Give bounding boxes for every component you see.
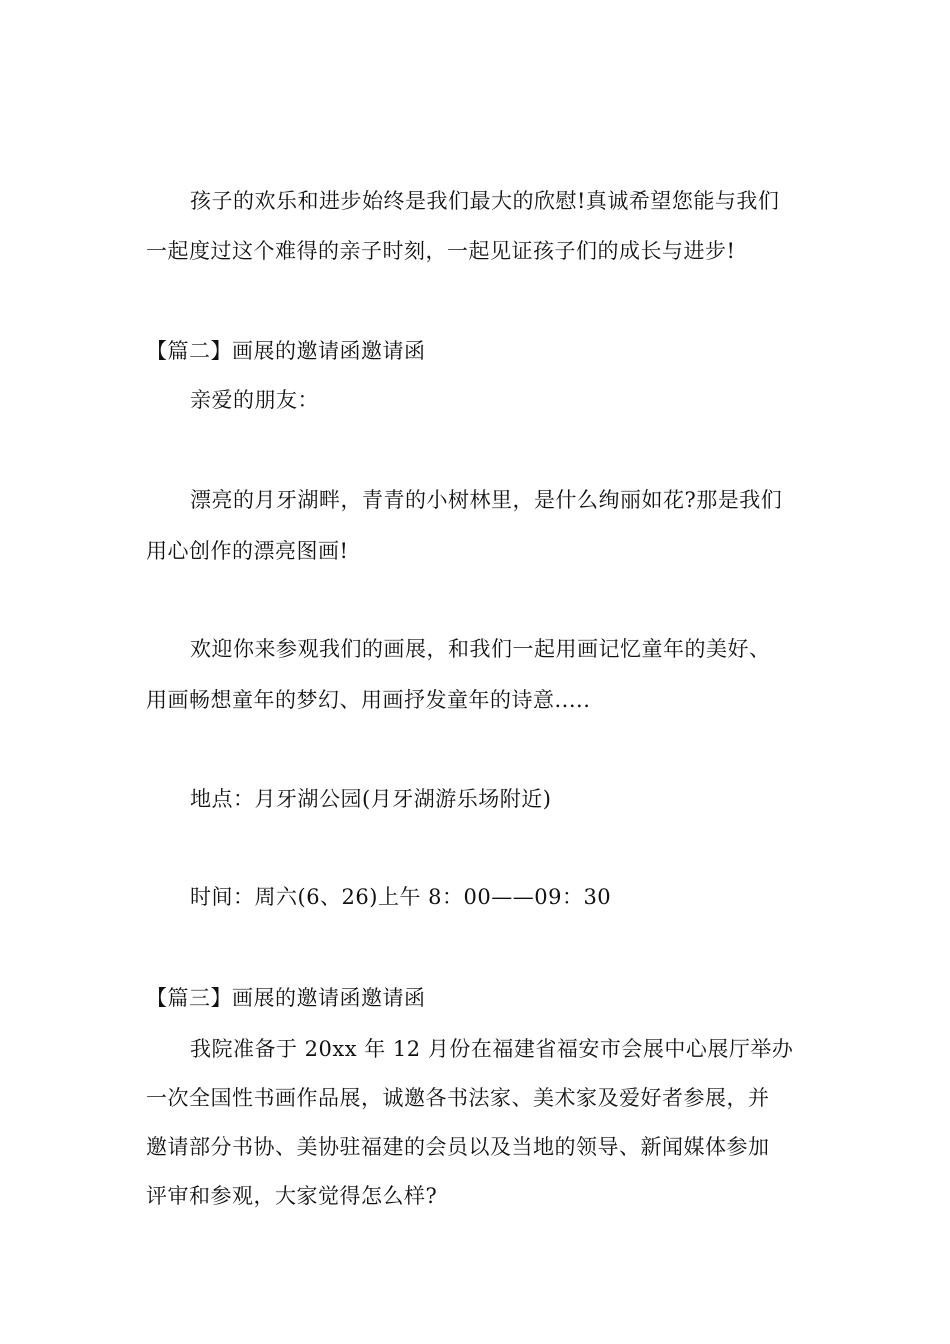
paragraph-line: 孩子的欢乐和进步始终是我们最大的欣慰!真诚希望您能与我们 <box>190 189 780 213</box>
time-line: 时间：周六(6、26)上午 8：00——09：30 <box>190 885 612 909</box>
section-heading: 【篇二】画展的邀请函邀请函 <box>146 339 426 363</box>
paragraph-line: 邀请部分书协、美协驻福建的会员以及当地的领导、新闻媒体参加 <box>146 1135 770 1159</box>
greeting: 亲爱的朋友： <box>190 388 319 412</box>
location-line: 地点：月牙湖公园(月牙湖游乐场附近) <box>190 787 552 811</box>
section-heading: 【篇三】画展的邀请函邀请函 <box>146 986 426 1010</box>
paragraph-line: 一次全国性书画作品展，诚邀各书法家、美术家及爱好者参展，并 <box>146 1086 770 1110</box>
paragraph-line: 用画畅想童年的梦幻、用画抒发童年的诗意..... <box>146 688 591 712</box>
paragraph-line: 评审和参观，大家觉得怎么样? <box>146 1184 438 1208</box>
paragraph-line: 我院准备于 20xx 年 12 月份在福建省福安市会展中心展厅举办 <box>190 1037 794 1061</box>
paragraph-line: 欢迎你来参观我们的画展，和我们一起用画记忆童年的美好、 <box>190 637 771 661</box>
paragraph-line: 一起度过这个难得的亲子时刻，一起见证孩子们的成长与进步! <box>146 239 736 263</box>
paragraph-line: 用心创作的漂亮图画! <box>146 539 349 563</box>
paragraph-line: 漂亮的月牙湖畔，青青的小树林里，是什么绚丽如花?那是我们 <box>190 488 783 512</box>
